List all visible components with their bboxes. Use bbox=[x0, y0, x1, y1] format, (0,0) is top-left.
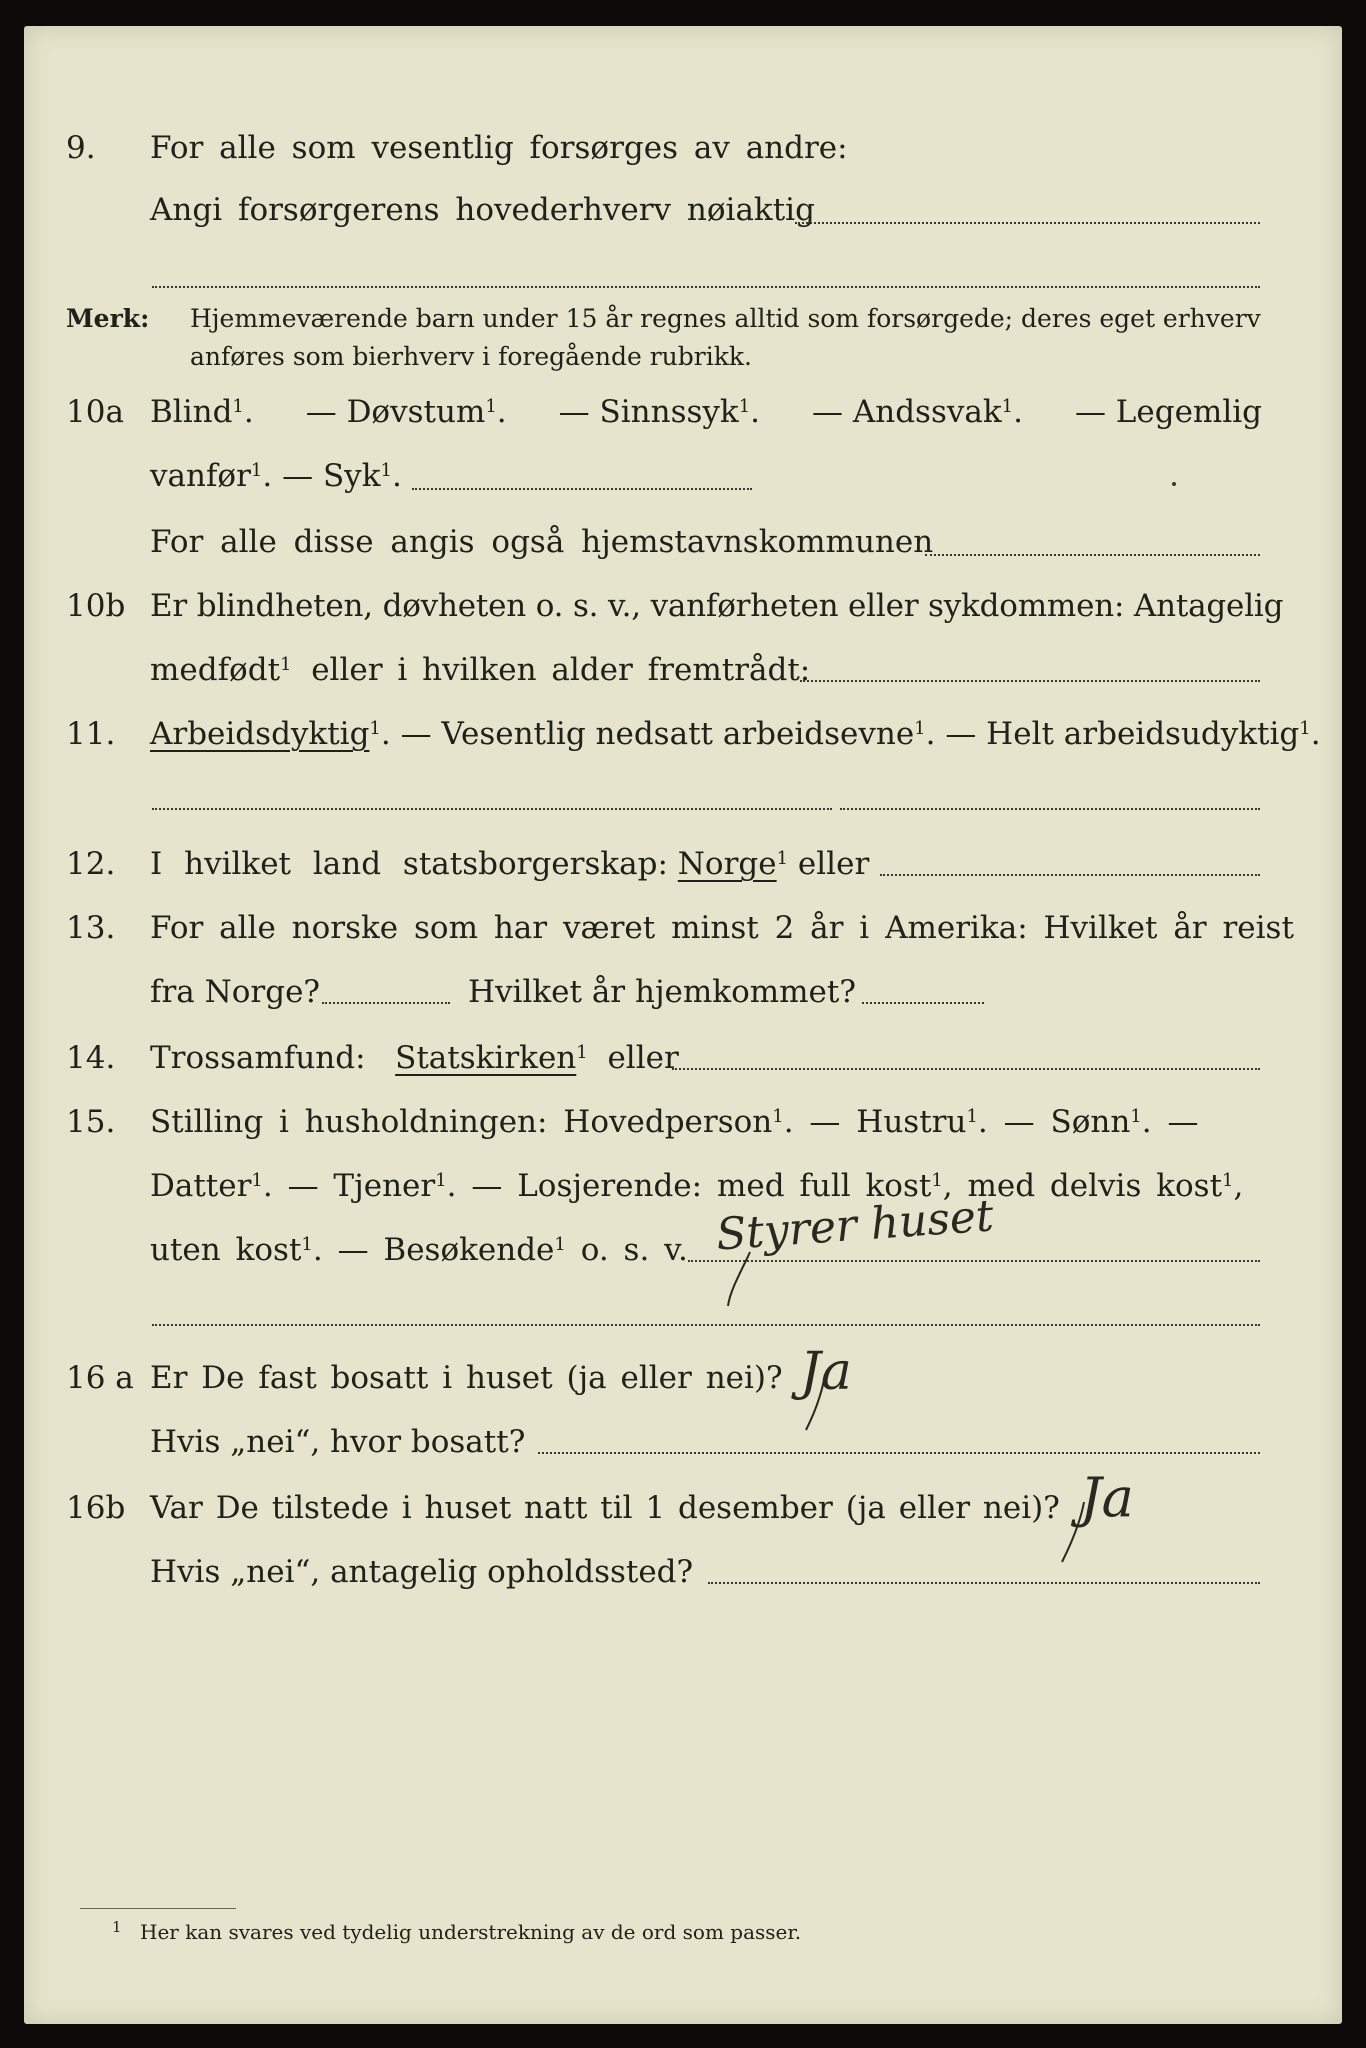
q15-handwritten-answer: Styrer huset bbox=[714, 1190, 996, 1261]
merk-label: Merk: bbox=[66, 304, 150, 333]
ink-dot bbox=[1172, 482, 1176, 486]
q13-hjemkommet: Hvilket år hjemkommet? bbox=[468, 974, 856, 1010]
q13-text: For alle norske som har været minst 2 år i Amerika: Hvilket år reist bbox=[150, 910, 1294, 946]
q10b-text2: medfødt 1 eller i hvilken alder fremtrådt: bbox=[150, 652, 811, 688]
q10b-age-line bbox=[800, 680, 1260, 682]
footnote-text: Her kan svares ved tydelig understrekning av de ord som passer. bbox=[140, 1920, 802, 1944]
q11-number: 11. bbox=[66, 716, 116, 752]
footnote-mark: 1 bbox=[112, 1918, 122, 1936]
q10a-hjemstavn: For alle disse angis også hjemstavnskommunen bbox=[150, 524, 934, 560]
q9-text2: Angi forsørgerens hovederhverv nøiaktig bbox=[150, 192, 815, 228]
q10a-blind: Blind bbox=[150, 394, 233, 430]
q16a-answer-line bbox=[538, 1452, 1260, 1454]
q16a-handwritten-answer: Ja bbox=[800, 1342, 852, 1402]
q10a-sinnssyk: — Sinnssyk bbox=[558, 394, 739, 430]
q10a-sick-line bbox=[412, 488, 752, 490]
q13-number: 13. bbox=[66, 910, 116, 946]
q16b-text: Var De tilstede i huset natt til 1 desember (ja eller nei)? bbox=[150, 1490, 1060, 1526]
q9-answer-line2 bbox=[152, 286, 1260, 288]
q15-answer-line2 bbox=[152, 1324, 1260, 1326]
q12-number: 12. bbox=[66, 846, 116, 882]
merk-text2: anføres som bierhverv i foregående rubrikk. bbox=[190, 342, 752, 371]
q12-answer-line bbox=[880, 874, 1260, 876]
handwriting-descender bbox=[720, 1250, 760, 1310]
q15-text2: Datter 1 . — Tjener 1 . — Losjerende: med full kost 1 , med delvis kost 1 , bbox=[150, 1168, 1244, 1204]
q10a-line2-text: vanfør 1 . — Syk 1 . bbox=[150, 458, 402, 494]
q11-text: Arbeidsdyktig 1 . — Vesentlig nedsatt arbeidsevne 1 . — Helt arbeidsudyktig 1 . bbox=[150, 716, 1321, 752]
q15-text1: Stilling i husholdningen: Hovedperson 1 . — Hustru 1 . — Sønn 1 . — bbox=[150, 1104, 1199, 1140]
footnote-rule bbox=[80, 1908, 236, 1909]
q9-number: 9. bbox=[66, 130, 96, 166]
q13-hjemkommet-line bbox=[862, 1002, 984, 1004]
q9-answer-line bbox=[795, 222, 1260, 224]
q16b-handwritten-answer: Ja bbox=[1080, 1466, 1134, 1529]
q10a-hjemstavn-line bbox=[925, 554, 1260, 556]
q16a-number: 16 a bbox=[66, 1360, 134, 1396]
q9-text: For alle som vesentlig forsørges av andre: bbox=[150, 130, 848, 166]
q16a-text: Er De fast bosatt i huset (ja eller nei)? bbox=[150, 1360, 783, 1396]
q14-text: Trossamfund: Statskirken 1 eller bbox=[150, 1040, 679, 1076]
q12-text: I hvilket land statsborgerskap: Norge 1 eller bbox=[150, 846, 870, 882]
q11-line-b bbox=[840, 808, 1260, 810]
handwriting-descender-16b bbox=[1056, 1500, 1096, 1570]
q15-text3: uten kost 1 . — Besøkende 1 o. s. v. bbox=[150, 1232, 688, 1268]
q10a-number: 10a bbox=[66, 394, 124, 430]
q10a-legemlig: — Legemlig bbox=[1074, 394, 1262, 430]
merk-text1: Hjemmeværende barn under 15 år regnes alltid som forsørgede; deres eget erhverv bbox=[190, 304, 1261, 333]
q10b-text: Er blindheten, døvheten o. s. v., vanførheten eller sykdommen: Antagelig bbox=[150, 588, 1284, 624]
q16b-number: 16b bbox=[66, 1490, 126, 1526]
q11-arbeidsdyktig-underlined: Arbeidsdyktig bbox=[150, 716, 370, 752]
q13-fra-norge: fra Norge? bbox=[150, 974, 321, 1010]
q10a-andssvak: — Andssvak bbox=[812, 394, 1002, 430]
q16b-answer-line bbox=[708, 1582, 1260, 1584]
handwriting-descender-16a bbox=[800, 1378, 840, 1438]
q10a-dovstum: — Døvstum bbox=[305, 394, 486, 430]
q14-answer-line bbox=[672, 1068, 1260, 1070]
q10a-options: Blind$^1$. — Døvstum$^1$. — Sinnssyk$^1$. — Andssvak$^1$. — Legemlig bbox=[150, 394, 1262, 430]
q16a-text2: Hvis „nei“, hvor bosatt? bbox=[150, 1424, 526, 1460]
q16b-text2: Hvis „nei“, antagelig opholdssted? bbox=[150, 1554, 694, 1590]
q12-norge-underlined: Norge bbox=[677, 846, 777, 882]
q10b-number: 10b bbox=[66, 588, 126, 624]
q14-number: 14. bbox=[66, 1040, 116, 1076]
q14-statskirken-underlined: Statskirken bbox=[395, 1040, 577, 1076]
q13-reist-line bbox=[322, 1002, 450, 1004]
q15-number: 15. bbox=[66, 1104, 116, 1140]
q15-answer-line bbox=[688, 1260, 1260, 1262]
q11-line-a bbox=[152, 808, 832, 810]
